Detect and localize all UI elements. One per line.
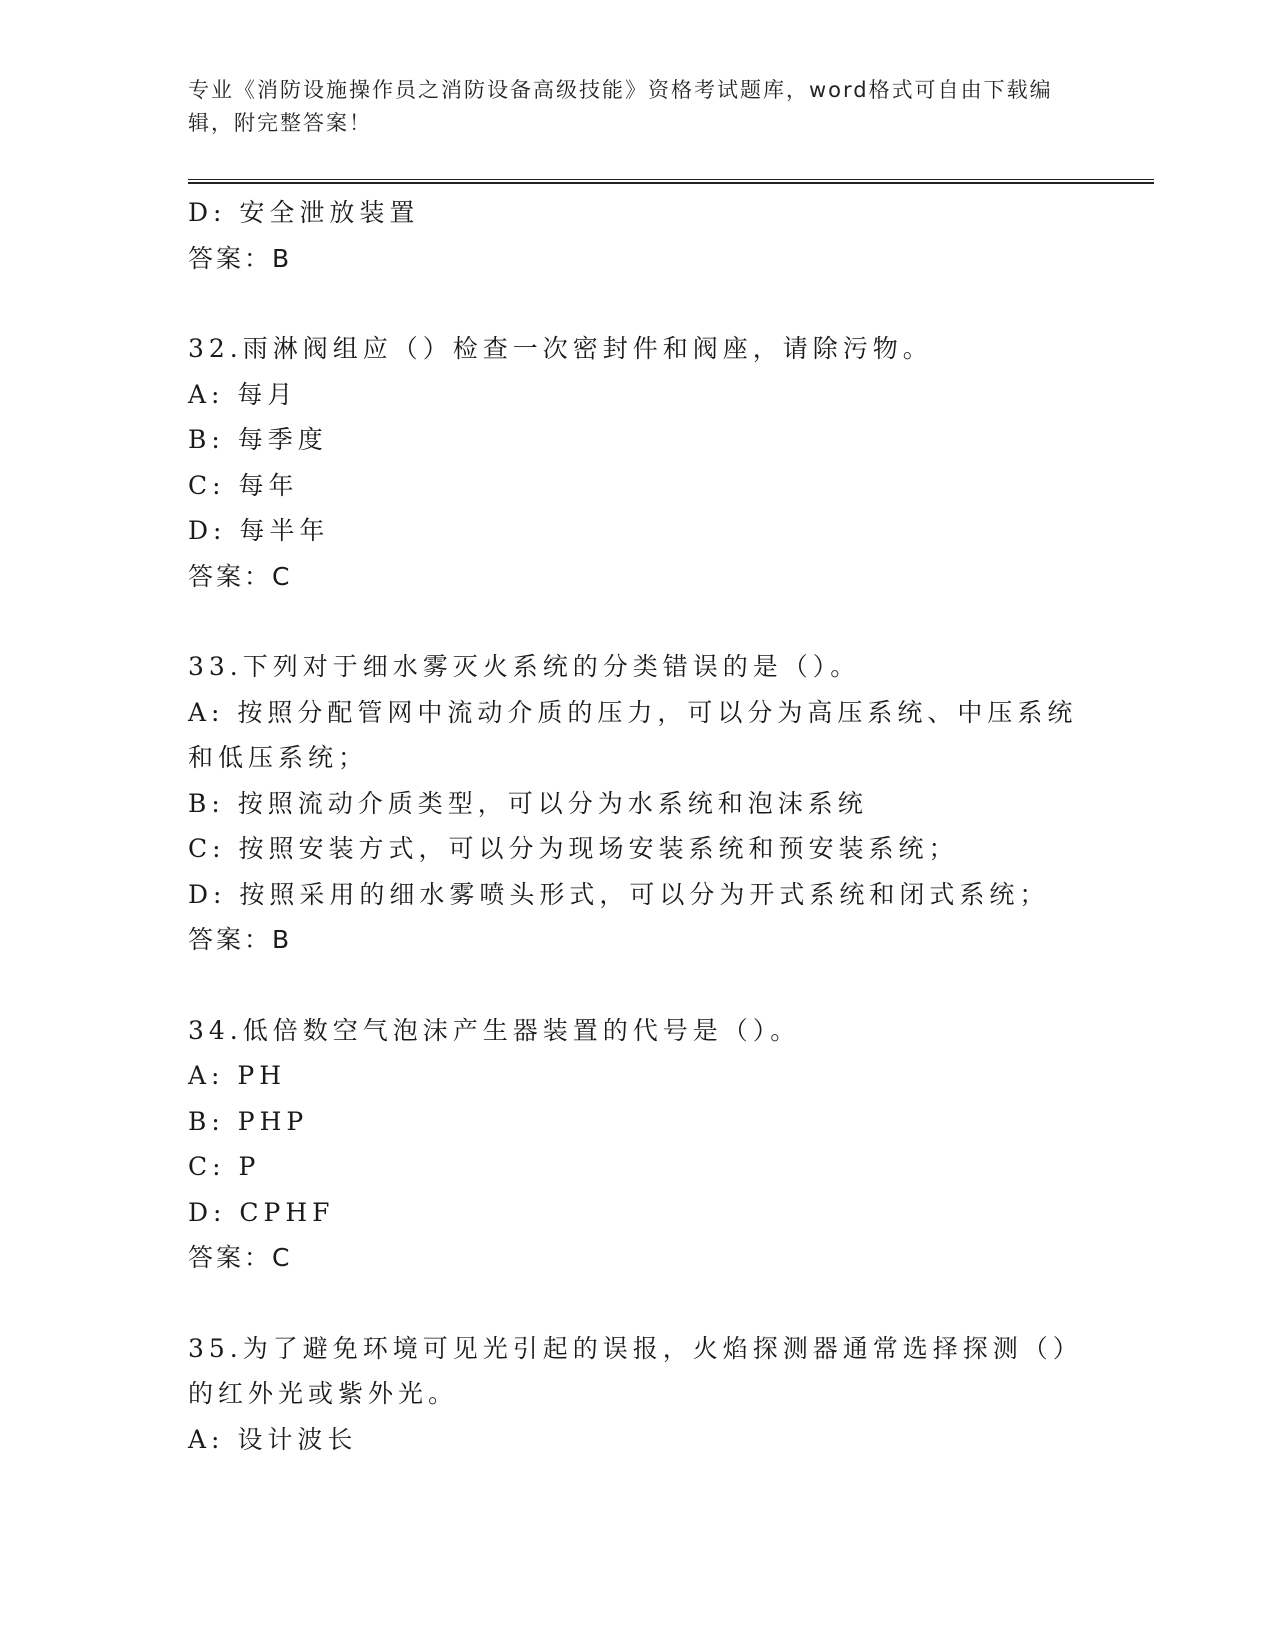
option-b: B: 每季度 [188,425,328,454]
question-33 [188,644,1088,963]
question-stem: 33.下列对于细水雾灭火系统的分类错误的是（）。 [188,652,861,681]
answer: 答案：C [188,1243,293,1272]
question-stem: 34.低倍数空气泡沫产生器装置的代号是（）。 [188,1015,801,1045]
option-a: A: PH [188,1061,287,1090]
option-b: B: PHP [188,1106,309,1136]
spacer [188,281,1088,326]
option-c: C: 每年 [188,470,299,500]
answer: 答案：B [188,925,293,954]
question-32 [188,326,1088,599]
document-body [188,190,1088,1462]
carryover-option-d: D: 安全泄放装置 [188,198,420,227]
question-stem: 32.雨淋阀组应（）检查一次密封件和阀座，请除污物。 [188,334,933,363]
option-c: C: 按照安装方式，可以分为现场安装系统和预安装系统； [188,834,959,863]
option-a: A: 每月 [188,379,298,409]
option-d: D: 按照采用的细水雾喷头形式，可以分为开式系统和闭式系统； [188,879,1050,909]
answer: 答案：C [188,561,293,591]
spacer [188,963,1088,1008]
option-b: B: 按照流动介质类型，可以分为水系统和泡沫系统 [188,788,868,818]
question-35 [188,1326,1088,1463]
question-34 [188,1008,1088,1281]
spacer [188,599,1088,644]
option-c: C: P [188,1152,261,1181]
option-a: A: 按照分配管网中流动介质的压力，可以分为高压系统、中压系统和低压系统； [188,697,1078,772]
carryover-answer: 答案：B [188,243,293,273]
option-d: D: CPHF [188,1197,335,1227]
spacer [188,1281,1088,1326]
header-divider [188,179,1154,184]
document-header: 专业《消防设施操作员之消防设备高级技能》资格考试题库，word格式可自由下载编辑，附完整答案！ [188,78,1053,135]
option-a: A: 设计波长 [188,1424,358,1454]
question-stem: 35.为了避免环境可见光引起的误报，火焰探测器通常选择探测（）的红外光或紫外光。 [188,1333,1083,1408]
option-d: D: 每半年 [188,516,330,545]
